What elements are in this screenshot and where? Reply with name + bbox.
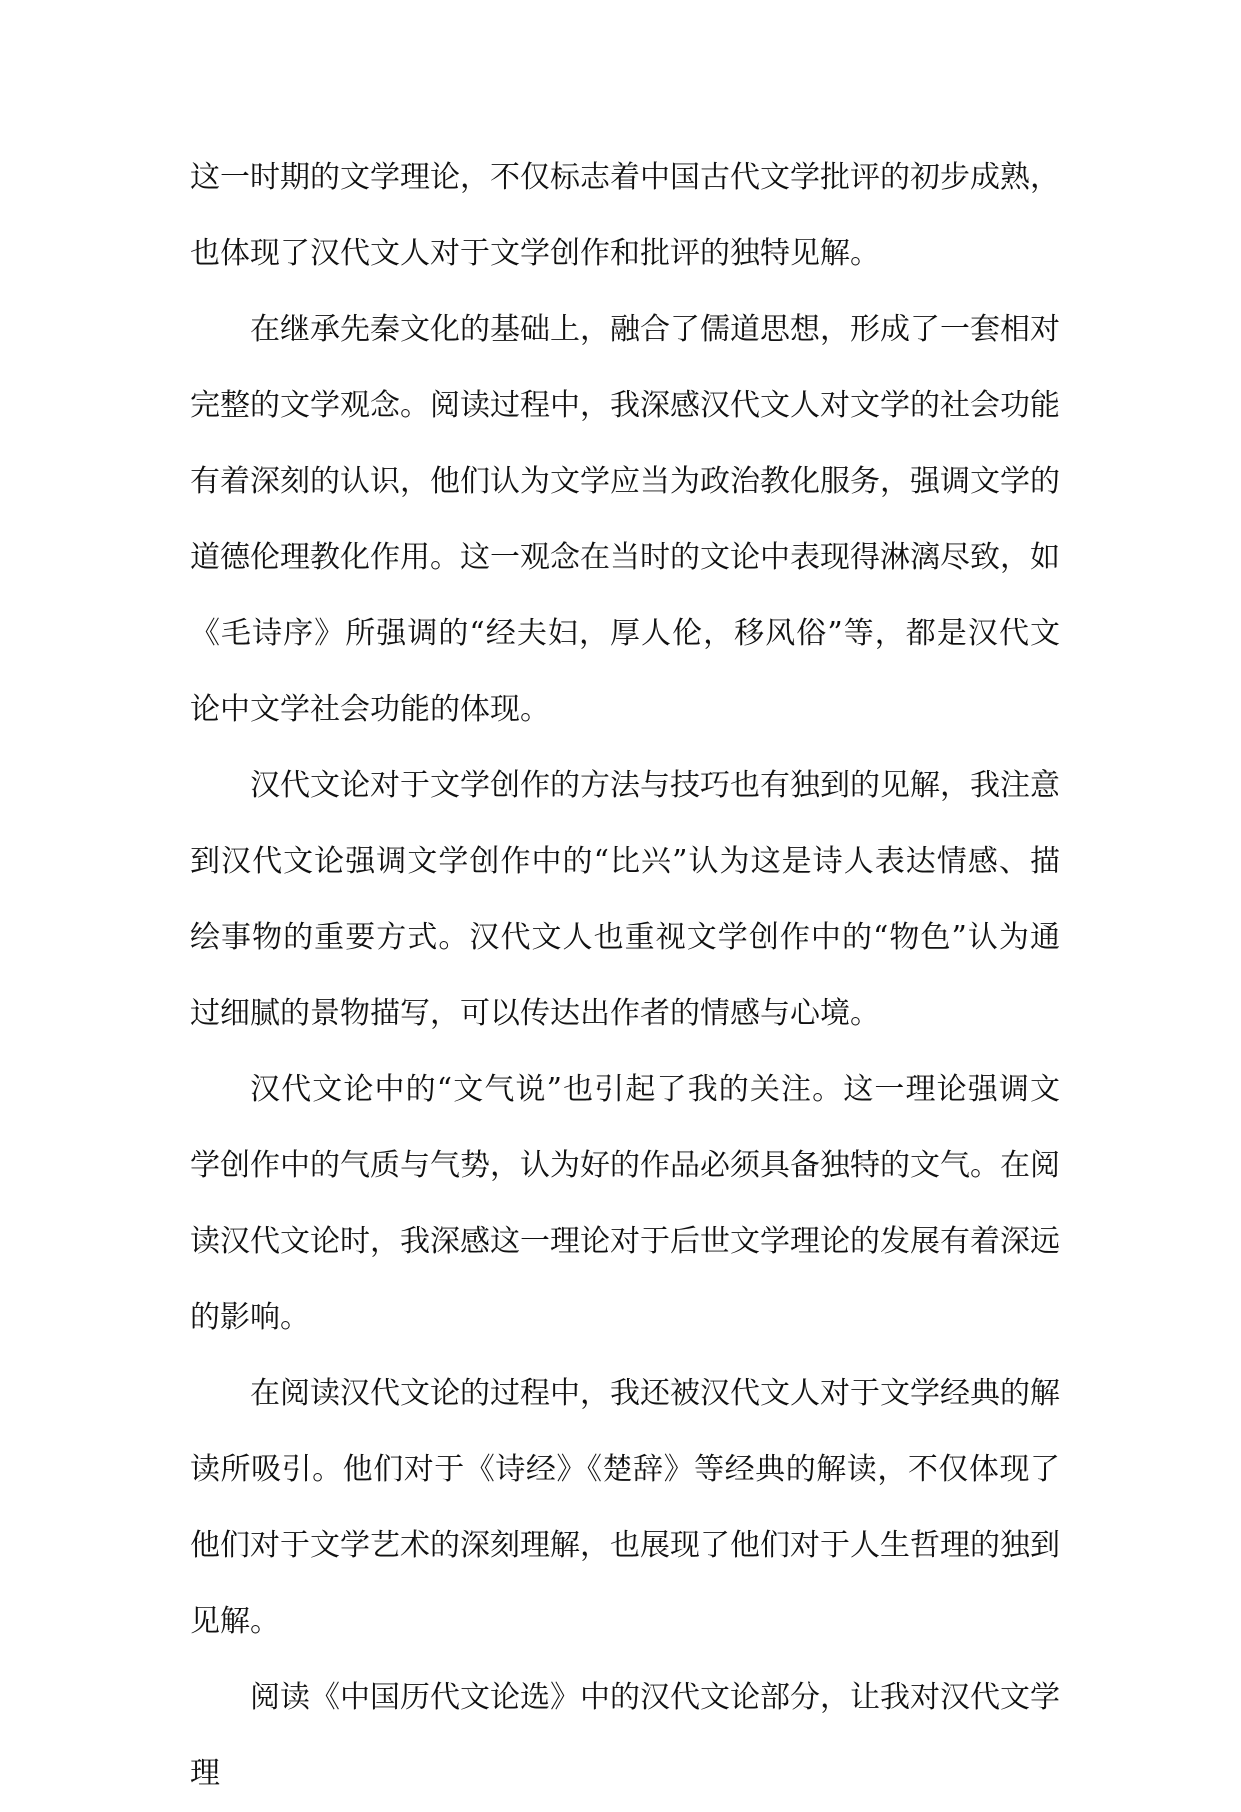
paragraph-5: 在阅读汉代文论的过程中，我还被汉代文人对于文学经典的解读所吸引。他们对于《诗经》《楚辞》等经典的解读，不仅体现了他们对于文学艺术的深刻理解，也展现了他们对于人生哲理的独到见解。: [190, 1376, 1060, 1639]
paragraph-2: 在继承先秦文化的基础上，融合了儒道思想，形成了一套相对完整的文学观念。阅读过程中，我深感汉代文人对文学的社会功能有着深刻的认识，他们认为文学应当为政治教化服务，强调文学的道德伦理教化作用。这一观念在当时的文论中表现得淋漓尽致，如《毛诗序》所强调的“经夫妇，厚人伦，移风俗”等，都是汉代文论中文学社会功能的体现。: [190, 312, 1060, 727]
paragraph-1: 这一时期的文学理论，不仅标志着中国古代文学批评的初步成熟，也体现了汉代文人对于文学创作和批评的独特见解。: [190, 160, 1060, 271]
paragraph-3: 汉代文论对于文学创作的方法与技巧也有独到的见解，我注意到汉代文论强调文学创作中的“比兴”认为这是诗人表达情感、描绘事物的重要方式。汉代文人也重视文学创作中的“物色”认为通过细腻的景物描写，可以传达出作者的情感与心境。: [190, 768, 1060, 1031]
document-body: [190, 140, 1060, 1812]
paragraph-6: 阅读《中国历代文论选》中的汉代文论部分，让我对汉代文学理: [190, 1680, 1060, 1791]
paragraph-4: 汉代文论中的“文气说”也引起了我的关注。这一理论强调文学创作中的气质与气势，认为好的作品必须具备独特的文气。在阅读汉代文论时，我深感这一理论对于后世文学理论的发展有着深远的影响。: [190, 1072, 1060, 1335]
